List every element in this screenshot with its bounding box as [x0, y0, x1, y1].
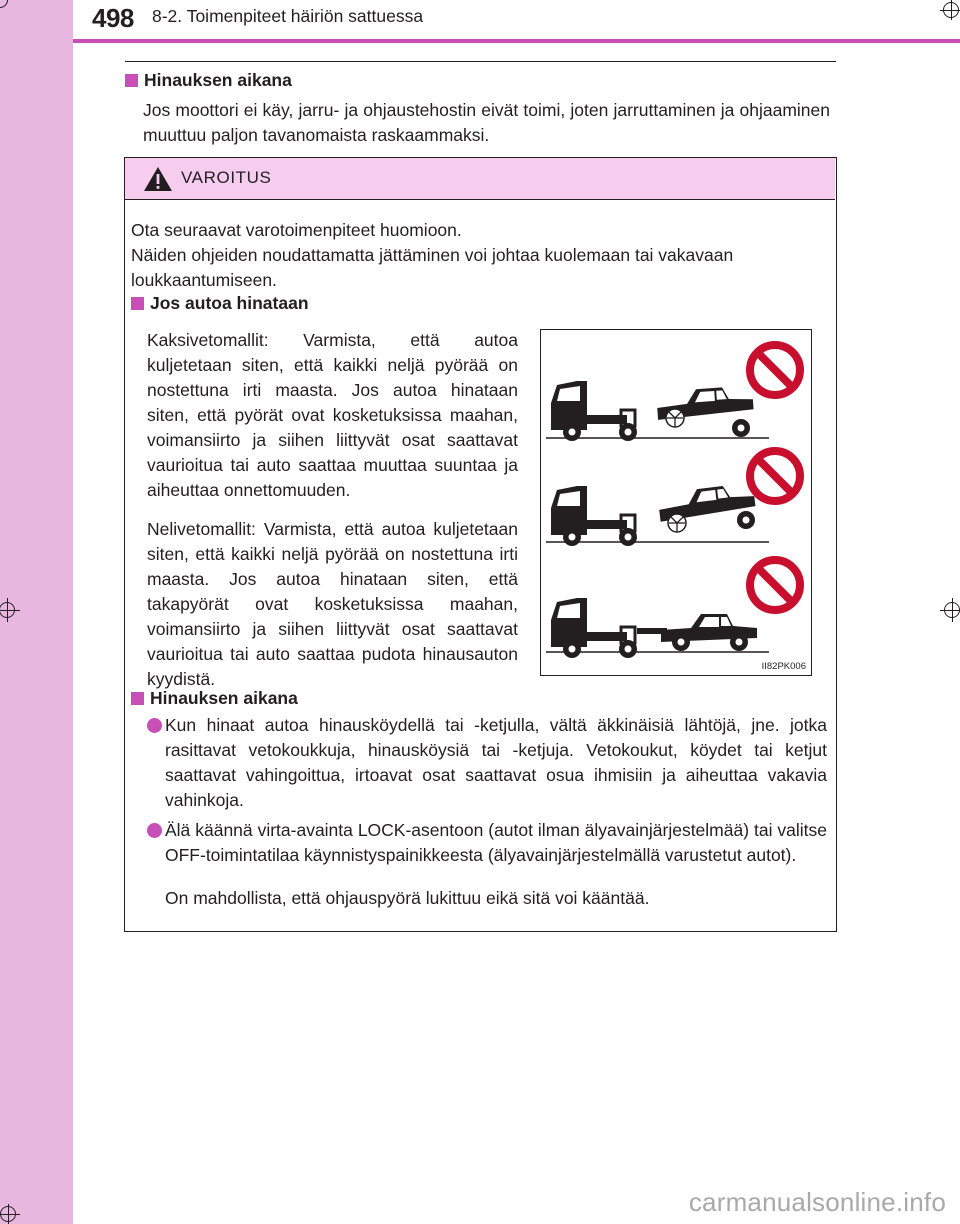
section-square-icon — [131, 692, 144, 705]
crop-mark-right-middle — [940, 598, 960, 622]
section-header: 8-2. Toimenpiteet häiriön sattuessa — [152, 6, 424, 26]
towing-figure — [540, 329, 812, 676]
intro-text: Jos moottori ei käy, jarru- ja ohjaustehostin eivät toimi, joten jarruttaminen ja ohjaaminen muuttuu paljon tavanomaista raskaammaksi. — [143, 100, 830, 145]
crop-mark-top-right — [940, 0, 960, 22]
bullet1-text: Kun hinaat autoa hinausköydellä tai -ketjulla, vältä äkkinäisiä lähtöjä, jne. jotka rasittavat vetokoukkuja, hinausköysiä tai -ketjuja. Vetokoukut, köydet tai ketjut saattavat vahingoittua, irtoavat osat saattavat osua ihmisiin ja aiheuttaa vakavia vahinkoja. — [165, 715, 827, 810]
towed-title — [131, 293, 309, 314]
figure-label: II82PK006 — [761, 661, 806, 672]
page-number: 498 — [92, 3, 134, 33]
two-wd-text: Kaksivetomallit: Varmista, että autoa kuljetetaan siten, että kaikki neljä pyörää on nostettuna irti maasta. Jos autoa hinataan siten, että pyörät ovat kosketuksissa maahan, voimansiirto ja siihen liittyvät osat saattavat vaurioitua tai auto saattaa muuttaa suuntaa ja aiheuttaa onnettomuuden. — [147, 330, 518, 500]
warning-intro-line1: Ota seuraavat varotoimenpiteet huomioon. — [131, 220, 462, 240]
intro-title-text: Hinauksen aikana — [144, 70, 292, 90]
during-title-text: Hinauksen aikana — [150, 688, 298, 708]
warning-header — [125, 158, 835, 200]
bullet2-text: Älä käännä virta-avainta LOCK-asentoon (autot ilman älyavainjärjestelmää) tai valitse OFF-toimintatilaa käynnistyspainikkeesta (älyavainjärjestelmällä varustetut autot). — [165, 820, 827, 865]
during-title — [131, 688, 298, 709]
warning-title: VAROITUS — [181, 168, 272, 187]
crop-mark-top-left — [0, 0, 14, 14]
four-wd-text: Nelivetomallit: Varmista, että autoa kuljetetaan siten, että kaikki neljä pyörää on nostettuna irti maasta. Jos autoa hinataan siten, että takapyörät ovat kosketuksissa maahan, voimansiirto ja siihen liittyvät osat saattavat vaurioitua tai auto saattaa pudota hinausauton kyydistä. — [147, 519, 518, 689]
watermark: carmanualsonline.info — [688, 1187, 946, 1217]
bullet2-note: On mahdollista, että ohjauspyörä lukittuu eikä sitä voi kääntää. — [165, 888, 650, 908]
crop-mark-left-middle — [0, 598, 20, 622]
section-square-icon — [125, 74, 138, 87]
towed-title-text: Jos autoa hinataan — [150, 293, 309, 313]
crop-mark-bottom-left — [0, 1204, 20, 1224]
bullet-icon — [147, 823, 162, 838]
intro-title — [125, 70, 292, 91]
header-rule — [73, 39, 960, 43]
section-square-icon — [131, 297, 144, 310]
content-top-rule — [125, 61, 836, 62]
warning-triangle-icon — [143, 166, 173, 192]
bullet-icon — [147, 718, 162, 733]
towing-illustration — [541, 330, 811, 675]
warning-intro-line2: Näiden ohjeiden noudattamatta jättäminen voi johtaa kuolemaan tai vakavaan loukkaantumiseen. — [131, 245, 734, 290]
